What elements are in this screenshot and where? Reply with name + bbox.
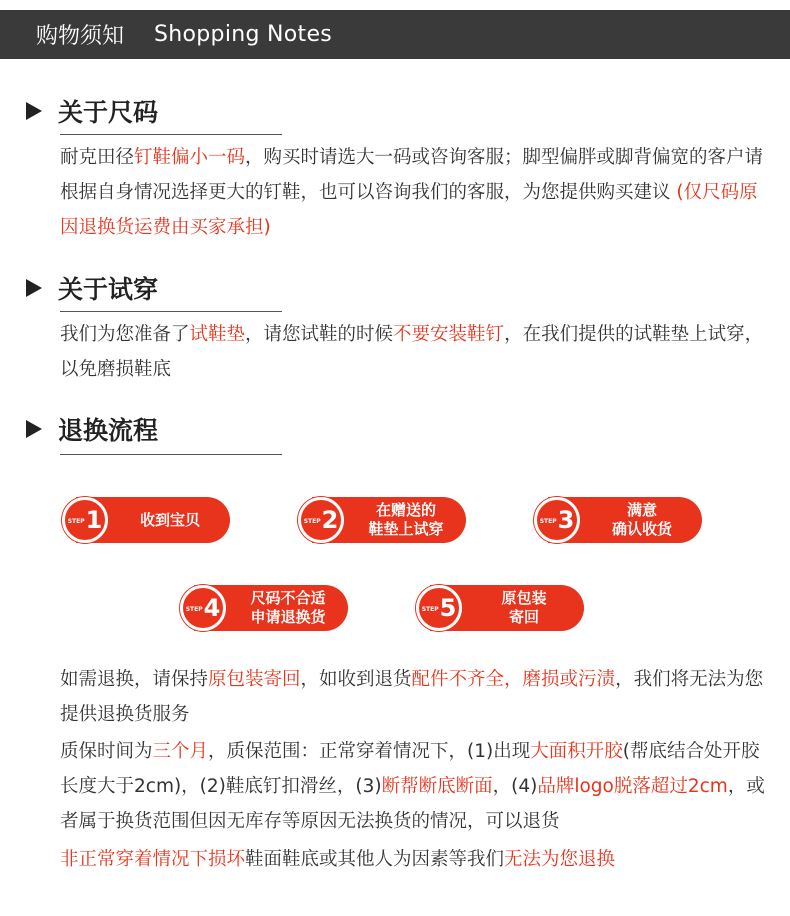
body-text: 我们为您准备了 — [60, 324, 190, 345]
highlight-text: 钉鞋偏小一码 — [134, 147, 246, 168]
section-divider — [60, 134, 282, 135]
step-badge — [180, 585, 226, 631]
step-tag: STEP — [303, 517, 321, 525]
section-title-return — [26, 411, 158, 447]
highlight-text: 非正常穿着情况下损坏 — [60, 849, 246, 870]
step-label-text: 满意 确认收货 — [611, 501, 672, 538]
body-text: ，或者属于换货范围但因无库存等原因无法换货的情况，可以退货 — [60, 776, 765, 832]
body-text: ，购买时请选大一码或咨询客服；脚型偏胖或脚背偏宽的客户请根据自身情况选择更大的钉鞋，也可以咨询我们的客服，为您提供购买建议 — [60, 147, 764, 203]
body-text: ，请您试鞋的时候 — [245, 324, 394, 345]
return-step-5 — [416, 585, 584, 631]
return-policy-note — [60, 662, 770, 732]
return-step-1 — [62, 497, 230, 543]
highlight-text: 品牌logo脱落超过2cm — [537, 776, 728, 797]
non-return-note — [60, 842, 770, 877]
body-text: ，我们将无法为您提供退换货服务 — [60, 669, 764, 725]
highlight-text: 大面积开胶 — [530, 741, 623, 762]
step-badge — [298, 497, 344, 543]
page-header — [0, 10, 790, 59]
section-tryon-body — [60, 317, 770, 387]
body-text: 鞋面鞋底或其他人为因素等我们 — [245, 849, 505, 870]
body-text: ，在我们提供的试鞋垫上试穿，以免磨损鞋底 — [60, 324, 764, 380]
step-number: 5 — [439, 594, 457, 622]
step-badge — [534, 497, 580, 543]
triangle-right-icon — [26, 279, 42, 297]
step-number: 1 — [85, 506, 103, 534]
step-badge — [416, 585, 462, 631]
highlight-text: 三个月 — [152, 741, 209, 762]
highlight-text: 无法为您退换 — [504, 849, 616, 870]
step-label — [346, 497, 466, 543]
highlight-text: (仅尺码原因退换货运费由买家承担) — [60, 182, 758, 238]
step-label-text: 在赠送的 鞋垫上试穿 — [368, 501, 444, 538]
step-label — [228, 585, 348, 631]
warranty-note — [60, 734, 770, 839]
return-step-2 — [298, 497, 466, 543]
body-text: 质保时间为 — [60, 741, 153, 762]
highlight-text: 试鞋垫 — [189, 324, 246, 345]
step-label — [582, 497, 702, 543]
body-text: (帮底结合处开胶长度大于2cm)，(2)鞋底钉扣滑丝，(3) — [60, 741, 760, 797]
step-number: 3 — [557, 506, 575, 534]
step-number: 4 — [203, 594, 221, 622]
triangle-right-icon — [26, 102, 42, 120]
highlight-text: 原包装寄回 — [208, 669, 301, 690]
step-label-text: 收到宝贝 — [139, 510, 200, 529]
step-tag: STEP — [67, 517, 85, 525]
body-text: ，(4) — [492, 776, 538, 797]
section-size-body — [60, 140, 770, 245]
step-tag: STEP — [421, 605, 439, 613]
section-divider — [60, 311, 282, 312]
body-text: 如需退换，请保持 — [60, 669, 209, 690]
body-text: ，如收到退货 — [300, 669, 412, 690]
step-number: 2 — [321, 506, 339, 534]
section-title-size — [26, 93, 158, 129]
step-badge — [62, 497, 108, 543]
body-text: ，质保范围：正常穿着情况下，(1)出现 — [208, 741, 531, 762]
section-title-text: 退换流程 — [58, 416, 159, 445]
header-title-zh: 购物须知 — [36, 24, 125, 49]
section-title-tryon — [26, 270, 158, 306]
highlight-text: 不要安装鞋钉 — [393, 324, 505, 345]
step-label-text: 尺码不合适 申请退换货 — [250, 589, 326, 626]
step-label — [464, 585, 584, 631]
step-tag: STEP — [185, 605, 203, 613]
section-title-text: 关于尺码 — [58, 98, 159, 127]
header-title-en: Shopping Notes — [154, 22, 333, 47]
step-tag: STEP — [539, 517, 557, 525]
triangle-right-icon — [26, 420, 42, 438]
highlight-text: 配件不齐全，磨损或污渍 — [411, 669, 616, 690]
section-divider — [60, 454, 282, 455]
step-label-text: 原包装 寄回 — [501, 589, 547, 626]
section-title-text: 关于试穿 — [58, 275, 159, 304]
highlight-text: 断帮断底断面 — [381, 776, 493, 797]
return-step-4 — [180, 585, 348, 631]
body-text: 耐克田径 — [60, 147, 135, 168]
return-step-3 — [534, 497, 702, 543]
step-label — [110, 497, 230, 543]
